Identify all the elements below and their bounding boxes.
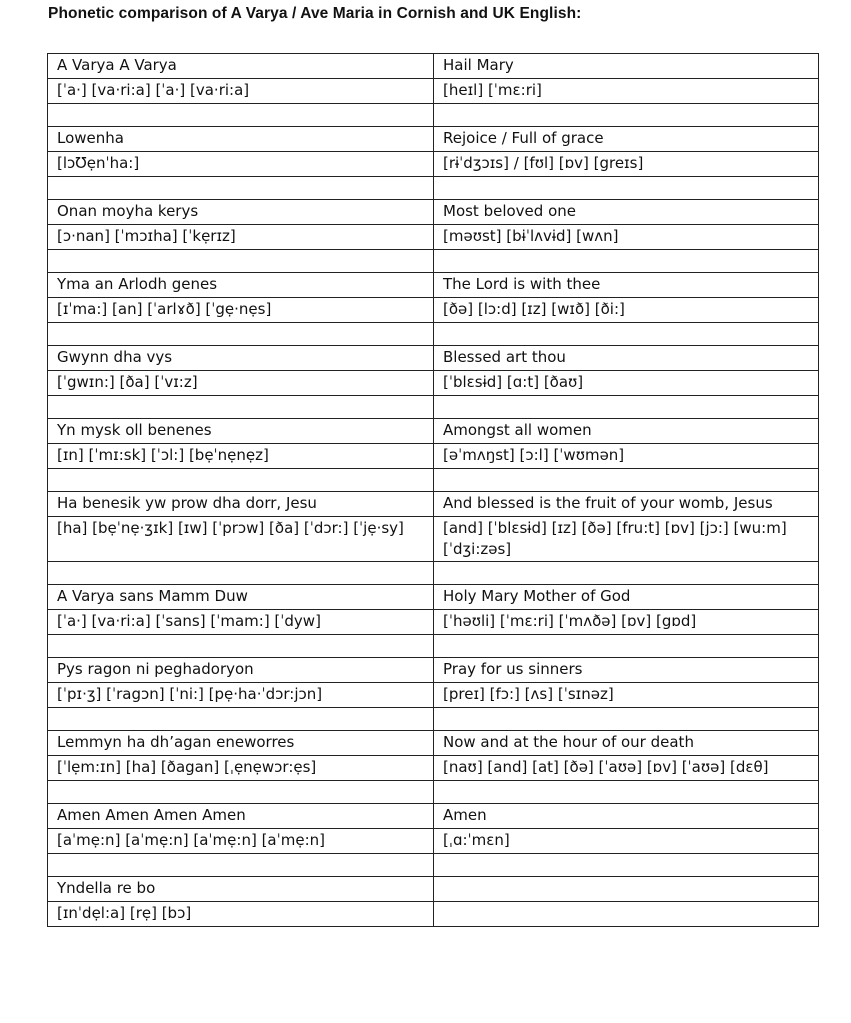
table-row bbox=[48, 658, 819, 683]
cornish-cell: [ˈa·] [va·ri:a] [ˈsans] [ˈmam:] [ˈdyw] bbox=[48, 610, 434, 635]
english-cell: Holy Mary Mother of God bbox=[434, 585, 819, 610]
english-cell: Pray for us sinners bbox=[434, 658, 819, 683]
cornish-cell: Yndella re bo bbox=[48, 877, 434, 902]
table-row bbox=[48, 419, 819, 444]
cornish-cell bbox=[48, 323, 434, 346]
table-row bbox=[48, 492, 819, 517]
english-cell: Rejoice / Full of grace bbox=[434, 127, 819, 152]
cornish-cell: Yn mysk oll benenes bbox=[48, 419, 434, 444]
english-cell bbox=[434, 635, 819, 658]
cornish-cell bbox=[48, 781, 434, 804]
english-cell: [məʊst] [bɨˈlʌvɨd] [wʌn] bbox=[434, 225, 819, 250]
cornish-cell bbox=[48, 708, 434, 731]
english-cell bbox=[434, 902, 819, 927]
table-row bbox=[48, 517, 819, 562]
cornish-cell bbox=[48, 635, 434, 658]
english-cell: [ˈblɛsɨd] [ɑ:t] [ðaʊ] bbox=[434, 371, 819, 396]
table-row bbox=[48, 250, 819, 273]
table-row bbox=[48, 152, 819, 177]
table-row bbox=[48, 756, 819, 781]
cornish-cell: [ˈlẹm:ɪn] [ha] [ðagan] [ˌẹnẹwɔr:ẹs] bbox=[48, 756, 434, 781]
english-cell: [preɪ] [fɔ:] [ʌs] [ˈsɪnəz] bbox=[434, 683, 819, 708]
english-cell bbox=[434, 708, 819, 731]
table-row bbox=[48, 104, 819, 127]
english-cell bbox=[434, 104, 819, 127]
cornish-cell: Lowenha bbox=[48, 127, 434, 152]
cornish-cell: [ɪˈma:] [an] [ˈarlɤð] [ˈgẹ·nẹs] bbox=[48, 298, 434, 323]
english-cell: [ˈhəʊli] [ˈmɛ:ri] [ˈmʌðə] [ɒv] [gɒd] bbox=[434, 610, 819, 635]
table-row bbox=[48, 804, 819, 829]
cornish-cell: Pys ragon ni peghadoryon bbox=[48, 658, 434, 683]
table-row bbox=[48, 298, 819, 323]
cornish-cell: [ˈa·] [va·ri:a] [ˈa·] [va·ri:a] bbox=[48, 79, 434, 104]
table-row bbox=[48, 273, 819, 298]
english-cell: Amongst all women bbox=[434, 419, 819, 444]
cornish-cell bbox=[48, 250, 434, 273]
english-cell bbox=[434, 877, 819, 902]
table-row bbox=[48, 902, 819, 927]
english-cell: [ðə] [lɔ:d] [ɪz] [wɪð] [ði:] bbox=[434, 298, 819, 323]
table-row bbox=[48, 54, 819, 79]
english-cell bbox=[434, 250, 819, 273]
table-row bbox=[48, 371, 819, 396]
english-cell bbox=[434, 781, 819, 804]
table-row bbox=[48, 79, 819, 104]
cornish-cell: [ˈgwɪn:] [ða] [ˈvɪ:z] bbox=[48, 371, 434, 396]
table-row bbox=[48, 225, 819, 250]
cornish-cell: Amen Amen Amen Amen bbox=[48, 804, 434, 829]
cornish-cell bbox=[48, 177, 434, 200]
table-row bbox=[48, 562, 819, 585]
table-row bbox=[48, 781, 819, 804]
english-cell: And blessed is the fruit of your womb, Jesus bbox=[434, 492, 819, 517]
table-row bbox=[48, 877, 819, 902]
table-row bbox=[48, 177, 819, 200]
english-cell: [and] [ˈblɛsɨd] [ɪz] [ðə] [fru:t] [ɒv] [jɔ:] [wu:m] [ˈdʒi:zəs] bbox=[434, 517, 819, 562]
english-cell bbox=[434, 562, 819, 585]
cornish-cell bbox=[48, 854, 434, 877]
table-row bbox=[48, 708, 819, 731]
english-cell: Most beloved one bbox=[434, 200, 819, 225]
cornish-cell: Yma an Arlodh genes bbox=[48, 273, 434, 298]
cornish-cell: [ɔ·nan] [ˈmɔɪha] [ˈkẹrɪz] bbox=[48, 225, 434, 250]
english-cell: [ˌɑ:ˈmɛn] bbox=[434, 829, 819, 854]
english-cell bbox=[434, 854, 819, 877]
document-title: Phonetic comparison of A Varya / Ave Maria in Cornish and UK English: bbox=[48, 5, 582, 22]
cornish-cell: [ɪnˈdẹl:a] [rẹ] [bɔ] bbox=[48, 902, 434, 927]
cornish-cell bbox=[48, 562, 434, 585]
table-body bbox=[48, 54, 819, 927]
english-cell: Blessed art thou bbox=[434, 346, 819, 371]
table-row bbox=[48, 200, 819, 225]
table-row bbox=[48, 444, 819, 469]
cornish-cell: [lɔƱẹnˈha:] bbox=[48, 152, 434, 177]
english-cell: [heɪl] [ˈmɛ:ri] bbox=[434, 79, 819, 104]
cornish-cell bbox=[48, 396, 434, 419]
table-row bbox=[48, 635, 819, 658]
english-cell bbox=[434, 396, 819, 419]
cornish-cell: A Varya sans Mamm Duw bbox=[48, 585, 434, 610]
english-cell: [rɨˈdʒɔɪs] / [fʊl] [ɒv] [greɪs] bbox=[434, 152, 819, 177]
english-cell bbox=[434, 469, 819, 492]
table-row bbox=[48, 346, 819, 371]
english-cell: Hail Mary bbox=[434, 54, 819, 79]
table-row bbox=[48, 127, 819, 152]
cornish-cell: Onan moyha kerys bbox=[48, 200, 434, 225]
table-row bbox=[48, 585, 819, 610]
english-cell bbox=[434, 323, 819, 346]
english-cell: Now and at the hour of our death bbox=[434, 731, 819, 756]
cornish-cell: [ɪn] [ˈmɪ:sk] [ˈɔl:] [bẹˈnẹnẹz] bbox=[48, 444, 434, 469]
cornish-cell: [aˈmẹ:n] [aˈmẹ:n] [aˈmẹ:n] [aˈmẹ:n] bbox=[48, 829, 434, 854]
table-row bbox=[48, 396, 819, 419]
cornish-cell: Ha benesik yw prow dha dorr, Jesu bbox=[48, 492, 434, 517]
cornish-cell: Gwynn dha vys bbox=[48, 346, 434, 371]
table-row bbox=[48, 683, 819, 708]
table-row bbox=[48, 610, 819, 635]
cornish-cell: A Varya A Varya bbox=[48, 54, 434, 79]
table-row bbox=[48, 829, 819, 854]
cornish-cell bbox=[48, 469, 434, 492]
cornish-cell: Lemmyn ha dh’agan eneworres bbox=[48, 731, 434, 756]
english-cell bbox=[434, 177, 819, 200]
english-cell: Amen bbox=[434, 804, 819, 829]
table-row bbox=[48, 323, 819, 346]
english-cell: The Lord is with thee bbox=[434, 273, 819, 298]
table-row bbox=[48, 854, 819, 877]
english-cell: [əˈmʌŋst] [ɔ:l] [ˈwʊmən] bbox=[434, 444, 819, 469]
table-row bbox=[48, 469, 819, 492]
cornish-cell: [ha] [bẹˈnẹ·ʒɪk] [ɪw] [ˈprɔw] [ða] [ˈdɔr:] [ˈjẹ·sy] bbox=[48, 517, 434, 562]
table-row bbox=[48, 731, 819, 756]
english-cell: [naʊ] [and] [at] [ðə] [ˈaʊə] [ɒv] [ˈaʊə] [dɛθ] bbox=[434, 756, 819, 781]
phonetic-comparison-table bbox=[47, 53, 819, 927]
cornish-cell bbox=[48, 104, 434, 127]
cornish-cell: [ˈpɪ·ʒ] [ˈragɔn] [ˈni:] [pẹ·ha·ˈdɔr:jɔn] bbox=[48, 683, 434, 708]
